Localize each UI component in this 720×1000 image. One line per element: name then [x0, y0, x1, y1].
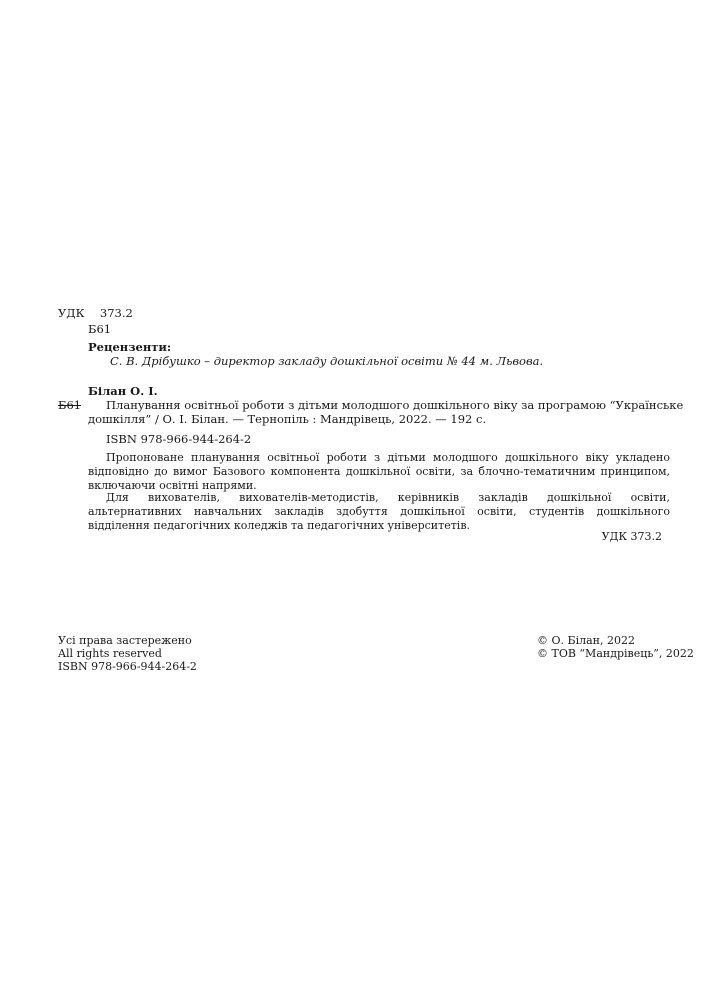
copyright-author: © О. Білан, 2022 — [537, 634, 635, 647]
rights-uk: Усі права застережено — [58, 634, 192, 647]
rights-isbn: ISBN 978-966-944-264-2 — [58, 660, 197, 673]
bib-line-2: дошкілля” / О. І. Білан. — Тернопіль : Мандрівець, 2022. — 192 с. — [88, 412, 487, 426]
author-sign: Б61 — [58, 398, 82, 412]
udk-code: 373.2 — [99, 306, 133, 320]
bib-author: Білан О. І. — [88, 384, 158, 398]
bib-line-1: Планування освітньої роботи з дітьми молодшого дошкільного віку за програмою “Українське — [106, 398, 684, 412]
reviewers-text: С. В. Дрібушко – директор закладу дошкільної освіти № 44 м. Львова. — [110, 354, 544, 368]
bbk-code: Б61 — [88, 322, 112, 336]
reviewers-heading: Рецензенти: — [88, 340, 172, 354]
udk-bottom: УДК 373.2 — [601, 530, 662, 543]
udk-line — [58, 306, 133, 320]
copyright-publisher: © ТОВ “Мандрівець”, 2022 — [537, 647, 694, 660]
rights-en: All rights reserved — [58, 647, 162, 660]
bib-isbn: ISBN 978-966-944-264-2 — [106, 432, 252, 446]
annotation-paragraph-2: Для вихователів, вихователів-методистів, керівників закладів дошкільної освіти, альтернативних навчальних закладів здобуття дошкільної освіти, студентів дошкільного відділення педагогічних коледжів та педагогічних університетів. — [88, 491, 670, 532]
udk-label: УДК — [58, 306, 85, 320]
annotation-paragraph-1: Пропоноване планування освітньої роботи з дітьми молодшого дошкільного віку укладено відповідно до вимог Базового компонента дошкільної освіти, за блочно-тематичним принципом, включаючи освітні напрями. — [88, 451, 670, 492]
